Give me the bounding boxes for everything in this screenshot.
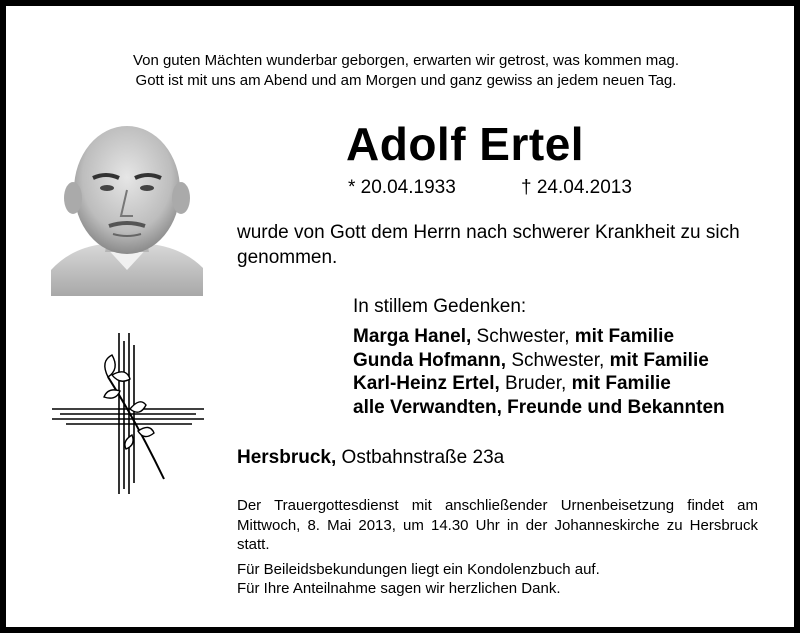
portrait-photo xyxy=(51,120,203,296)
location-town: Hersbruck, xyxy=(237,447,337,468)
location xyxy=(237,446,504,470)
birth-date: * 20.04.1933 xyxy=(348,177,456,198)
location-street: Ostbahnstraße 23a xyxy=(336,447,505,468)
deceased-name: Adolf Ertel xyxy=(346,118,585,170)
mourner-relation: Bruder, xyxy=(499,373,572,394)
mourner-name: Gunda Hofmann, xyxy=(353,349,507,371)
mourner-name: Marga Hanel, xyxy=(353,326,472,347)
condolence-paragraph: Für Beileidsbekundungen liegt ein Kondolenzbuch auf. xyxy=(237,560,600,578)
thanks-paragraph: Für Ihre Anteilnahme sagen wir herzlichen Dank. xyxy=(237,580,561,597)
mourner-relation: Schwester, xyxy=(471,326,575,347)
mourner-suffix: mit Familie xyxy=(609,349,709,371)
mourner-row xyxy=(353,349,725,373)
cross-with-leaves-icon xyxy=(46,331,216,496)
motto xyxy=(6,51,800,91)
mourner-list xyxy=(353,325,725,419)
death-date: † 24.04.2013 xyxy=(521,177,632,198)
service-paragraph: Der Trauergottesdienst mit anschließender Urnenbeisetzung findet am Mittwoch, 8. Mai 2013, um 14.30 Uhr in der Johanneskirche zu Hersbruck statt. xyxy=(237,497,758,553)
service-info xyxy=(237,496,758,599)
mourner-row xyxy=(353,372,725,396)
memory-heading: In stillem Gedenken: xyxy=(353,296,527,317)
mourner-suffix: mit Familie xyxy=(574,326,675,347)
motto-line-1: Von guten Mächten wunderbar geborgen, erwarten wir getrost, was kommen mag. xyxy=(132,52,680,69)
mourner-name: Karl-Heinz Ertel, xyxy=(353,373,500,394)
mourner-row xyxy=(353,396,725,420)
mourner-relation: Schwester, xyxy=(506,349,610,371)
mourner-suffix: mit Familie xyxy=(571,373,671,394)
motto-line-2: Gott ist mit uns am Abend und am Morgen und ganz gewiss an jedem neuen Tag. xyxy=(135,72,677,89)
mourner-row xyxy=(353,325,725,349)
mourner-name: alle Verwandten, Freunde und Bekannten xyxy=(353,396,725,418)
intro-text: wurde von Gott dem Herrn nach schwerer Krankheit zu sich genommen. xyxy=(237,222,740,268)
